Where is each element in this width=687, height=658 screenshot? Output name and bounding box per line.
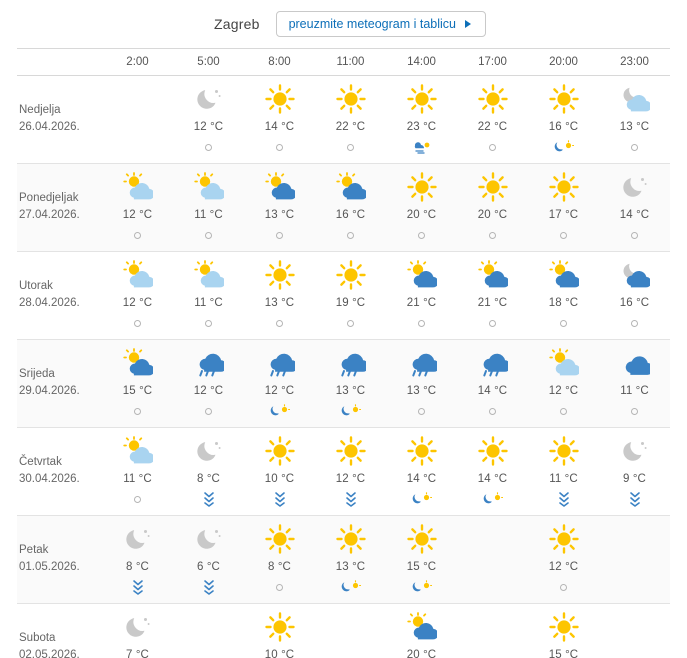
day-name: Subota [19, 632, 56, 645]
empty-icon [173, 649, 244, 658]
forecast-cell [315, 515, 386, 603]
day-name: Ponedjeljak [19, 192, 79, 205]
weather-circle-icon [173, 139, 244, 156]
down-arrows-icon [173, 491, 244, 508]
forecast-cell [173, 163, 244, 251]
forecast-cell [315, 339, 386, 427]
weather-circle-icon [386, 403, 457, 420]
forecast-cell [457, 163, 528, 251]
forecast-cell [599, 163, 670, 251]
play-triangle-icon [465, 20, 471, 28]
day-label-cell [17, 251, 102, 339]
forecast-cell [599, 251, 670, 339]
temperature-value: 12 °C [193, 384, 224, 397]
temperature-value: 8 °C [126, 560, 149, 573]
forecast-table-wrapper [17, 48, 670, 658]
down-arrows-icon [173, 579, 244, 596]
down-arrows-icon [315, 491, 386, 508]
day-name: Nedjelja [19, 104, 61, 117]
forecast-cell [102, 75, 173, 163]
forecast-cell [173, 251, 244, 339]
moon-icon [173, 436, 244, 466]
day-date: 28.04.2026. [19, 297, 80, 309]
temperature-value: 20 °C [406, 648, 437, 658]
down-arrows-icon [528, 491, 599, 508]
city-name: Zagreb [214, 16, 260, 32]
temperature-value: 19 °C [335, 296, 366, 309]
forecast-day-row [17, 515, 670, 603]
hour-header: 20:00 [549, 56, 578, 69]
temperature-value: 13 °C [619, 120, 650, 133]
forecast-cell [102, 339, 173, 427]
forecast-cell [386, 427, 457, 515]
weather-circle-icon [244, 315, 315, 332]
temperature-value: 14 °C [406, 472, 437, 485]
empty-icon [102, 84, 173, 114]
weather-circle-icon [244, 227, 315, 244]
forecast-table [17, 49, 670, 658]
forecast-cell [102, 163, 173, 251]
temperature-value: 22 °C [477, 120, 508, 133]
moon-icon [173, 524, 244, 554]
moon-icon [599, 172, 670, 202]
day-name: Četvrtak [19, 456, 62, 469]
weather-circle-icon [457, 227, 528, 244]
temperature-value: 13 °C [264, 296, 295, 309]
temperature-value: 16 °C [335, 208, 366, 221]
moon-cloud-icon [599, 84, 670, 114]
forecast-day-row [17, 603, 670, 658]
weather-circle-icon [457, 315, 528, 332]
forecast-cell [528, 75, 599, 163]
sun-icon [528, 524, 599, 554]
day-name: Srijeda [19, 368, 55, 381]
hour-header: 23:00 [620, 56, 649, 69]
sun-cloud-dark-icon [457, 260, 528, 290]
fog-icon [386, 139, 457, 156]
forecast-cell [102, 427, 173, 515]
forecast-cell [102, 515, 173, 603]
moon-icon [102, 612, 173, 642]
sun-cloud-dark-icon [386, 612, 457, 642]
haze-moon-icon [386, 491, 457, 508]
hour-header: 2:00 [126, 56, 149, 69]
download-button-label: preuzmite meteogram i tablicu [288, 16, 456, 31]
forecast-day-row [17, 339, 670, 427]
sun-icon [457, 172, 528, 202]
hour-header: 17:00 [478, 56, 507, 69]
download-meteogram-button[interactable] [276, 11, 486, 38]
forecast-cell [173, 339, 244, 427]
temperature-value: 8 °C [268, 560, 291, 573]
weather-circle-icon [102, 227, 173, 244]
page-header [0, 0, 687, 48]
hour-header: 5:00 [197, 56, 220, 69]
forecast-cell [528, 339, 599, 427]
empty-icon [315, 612, 386, 642]
temperature-value: 15 °C [548, 648, 579, 658]
forecast-cell [315, 75, 386, 163]
weather-circle-icon [386, 315, 457, 332]
temperature-value: 13 °C [406, 384, 437, 397]
temperature-value: 15 °C [122, 384, 153, 397]
weather-circle-icon [244, 579, 315, 596]
sun-icon [528, 436, 599, 466]
weather-circle-icon [173, 227, 244, 244]
temperature-value: 16 °C [619, 296, 650, 309]
day-date: 02.05.2026. [19, 649, 80, 658]
forecast-cell [528, 427, 599, 515]
empty-icon [102, 121, 173, 138]
moon-cloud-dark-icon [599, 260, 670, 290]
forecast-cell [457, 339, 528, 427]
day-date: 29.04.2026. [19, 385, 80, 397]
sun-cloud-icon [173, 172, 244, 202]
weather-circle-icon [315, 139, 386, 156]
weather-circle-icon [173, 315, 244, 332]
sun-icon [315, 84, 386, 114]
temperature-value: 14 °C [477, 384, 508, 397]
sun-icon [528, 612, 599, 642]
hour-header: 8:00 [268, 56, 291, 69]
day-date: 30.04.2026. [19, 473, 80, 485]
forecast-cell [386, 75, 457, 163]
temperature-value: 12 °C [264, 384, 295, 397]
moon-icon [599, 436, 670, 466]
forecast-cell [173, 515, 244, 603]
forecast-cell [244, 427, 315, 515]
temperature-value: 21 °C [406, 296, 437, 309]
weather-circle-icon [528, 315, 599, 332]
temperature-value: 7 °C [126, 648, 149, 658]
sun-icon [386, 172, 457, 202]
sun-icon [244, 436, 315, 466]
temperature-value: 11 °C [549, 472, 578, 485]
temperature-value: 11 °C [194, 296, 223, 309]
forecast-cell [315, 427, 386, 515]
forecast-cell [173, 427, 244, 515]
forecast-cell [102, 251, 173, 339]
day-date: 01.05.2026. [19, 561, 80, 573]
temperature-value: 11 °C [194, 208, 223, 221]
forecast-cell [244, 251, 315, 339]
forecast-cell [386, 603, 457, 658]
sun-cloud-dark-icon [102, 348, 173, 378]
sun-cloud-dark-icon [315, 172, 386, 202]
sun-icon [457, 436, 528, 466]
rain-cloud-icon [457, 348, 528, 378]
weather-circle-icon [528, 579, 599, 596]
temperature-value: 12 °C [548, 560, 579, 573]
haze-moon-icon [315, 579, 386, 596]
day-label-cell [17, 427, 102, 515]
forecast-cell [599, 75, 670, 163]
temperature-value: 22 °C [335, 120, 366, 133]
sun-cloud-dark-icon [528, 260, 599, 290]
day-label-cell [17, 515, 102, 603]
forecast-cell [315, 603, 386, 658]
empty-icon [457, 612, 528, 642]
forecast-cell [528, 603, 599, 658]
temperature-value: 18 °C [548, 296, 579, 309]
weather-circle-icon [599, 139, 670, 156]
forecast-day-row [17, 251, 670, 339]
weather-circle-icon [102, 315, 173, 332]
forecast-cell [386, 339, 457, 427]
day-name: Utorak [19, 280, 53, 293]
weather-circle-icon [599, 403, 670, 420]
haze-moon-icon [315, 403, 386, 420]
temperature-value: 14 °C [264, 120, 295, 133]
day-label-cell [17, 75, 102, 163]
forecast-cell [457, 251, 528, 339]
forecast-cell [528, 515, 599, 603]
sun-cloud-icon [173, 260, 244, 290]
haze-moon-icon [457, 491, 528, 508]
forecast-day-row [17, 75, 670, 163]
temperature-value: 13 °C [335, 560, 366, 573]
forecast-cell [599, 515, 670, 603]
cloud-icon [599, 348, 670, 378]
weather-circle-icon [102, 403, 173, 420]
weather-circle-icon [599, 227, 670, 244]
weather-circle-icon [102, 491, 173, 508]
temperature-value: 13 °C [335, 384, 366, 397]
haze-moon-icon [244, 403, 315, 420]
sun-icon [457, 84, 528, 114]
weather-circle-icon [528, 227, 599, 244]
sun-icon [244, 524, 315, 554]
weather-circle-icon [315, 227, 386, 244]
empty-icon [457, 524, 528, 554]
day-date: 26.04.2026. [19, 121, 80, 133]
temperature-value: 10 °C [264, 648, 295, 658]
forecast-cell [457, 427, 528, 515]
forecast-cell [244, 515, 315, 603]
sun-cloud-icon [102, 172, 173, 202]
weather-circle-icon [457, 139, 528, 156]
temperature-value: 6 °C [197, 560, 220, 573]
weather-circle-icon [173, 403, 244, 420]
empty-icon [315, 649, 386, 658]
empty-icon [599, 649, 670, 658]
weather-circle-icon [528, 403, 599, 420]
down-arrows-icon [102, 579, 173, 596]
temperature-value: 11 °C [123, 472, 152, 485]
weather-circle-icon [457, 403, 528, 420]
temperature-value: 10 °C [264, 472, 295, 485]
weather-circle-icon [386, 227, 457, 244]
empty-icon [457, 561, 528, 578]
temperature-value: 12 °C [548, 384, 579, 397]
sun-icon [528, 84, 599, 114]
sun-icon [315, 260, 386, 290]
moon-icon [102, 524, 173, 554]
temperature-value: 11 °C [620, 384, 649, 397]
down-arrows-icon [244, 491, 315, 508]
temperature-value: 14 °C [477, 472, 508, 485]
rain-cloud-icon [244, 348, 315, 378]
sun-cloud-icon [102, 260, 173, 290]
temperature-value: 12 °C [193, 120, 224, 133]
sun-icon [386, 436, 457, 466]
down-arrows-icon [599, 491, 670, 508]
rain-cloud-icon [386, 348, 457, 378]
sun-icon [315, 436, 386, 466]
weather-circle-icon [315, 315, 386, 332]
empty-icon [599, 612, 670, 642]
day-label-cell [17, 163, 102, 251]
rain-cloud-icon [315, 348, 386, 378]
day-label-cell [17, 339, 102, 427]
empty-icon [599, 524, 670, 554]
forecast-cell [102, 603, 173, 658]
rain-cloud-icon [173, 348, 244, 378]
forecast-cell [244, 163, 315, 251]
temperature-value: 9 °C [623, 472, 646, 485]
sun-icon [528, 172, 599, 202]
forecast-cell [599, 603, 670, 658]
temperature-value: 23 °C [406, 120, 437, 133]
sun-cloud-light-icon [528, 348, 599, 378]
haze-moon-icon [528, 139, 599, 156]
forecast-cell [528, 163, 599, 251]
forecast-cell [386, 163, 457, 251]
forecast-cell [599, 339, 670, 427]
forecast-cell [315, 163, 386, 251]
temperature-value: 8 °C [197, 472, 220, 485]
moon-icon [173, 84, 244, 114]
sun-cloud-dark-icon [386, 260, 457, 290]
temperature-value: 12 °C [122, 208, 153, 221]
temperature-value: 16 °C [548, 120, 579, 133]
hour-header: 14:00 [407, 56, 436, 69]
empty-icon [599, 561, 670, 578]
haze-moon-icon [386, 579, 457, 596]
sun-icon [386, 84, 457, 114]
sun-icon [244, 260, 315, 290]
weather-circle-icon [244, 139, 315, 156]
hour-header: 11:00 [336, 56, 365, 69]
sun-cloud-dark-icon [244, 172, 315, 202]
forecast-cell [315, 251, 386, 339]
forecast-day-row [17, 427, 670, 515]
forecast-cell [599, 427, 670, 515]
forecast-cell [173, 75, 244, 163]
forecast-cell [244, 75, 315, 163]
weather-circle-icon [599, 315, 670, 332]
day-name: Petak [19, 544, 49, 557]
temperature-value: 14 °C [619, 208, 650, 221]
temperature-value: 13 °C [264, 208, 295, 221]
forecast-day-row [17, 163, 670, 251]
temperature-value: 12 °C [335, 472, 366, 485]
day-label-cell [17, 603, 102, 658]
forecast-cell [386, 515, 457, 603]
sun-icon [386, 524, 457, 554]
empty-icon [457, 649, 528, 658]
temperature-value: 12 °C [122, 296, 153, 309]
forecast-cell [386, 251, 457, 339]
forecast-cell [244, 603, 315, 658]
forecast-cell [457, 603, 528, 658]
temperature-value: 17 °C [548, 208, 579, 221]
forecast-cell [528, 251, 599, 339]
sun-icon [244, 84, 315, 114]
sun-icon [244, 612, 315, 642]
day-date: 27.04.2026. [19, 209, 80, 221]
forecast-cell [457, 515, 528, 603]
temperature-value: 15 °C [406, 560, 437, 573]
hours-header-row [17, 49, 670, 75]
empty-icon [173, 612, 244, 642]
forecast-cell [457, 75, 528, 163]
forecast-cell [173, 603, 244, 658]
forecast-cell [244, 339, 315, 427]
sun-cloud-icon [102, 436, 173, 466]
temperature-value: 20 °C [477, 208, 508, 221]
temperature-value: 20 °C [406, 208, 437, 221]
temperature-value: 21 °C [477, 296, 508, 309]
day-column-header [17, 49, 102, 75]
sun-icon [315, 524, 386, 554]
